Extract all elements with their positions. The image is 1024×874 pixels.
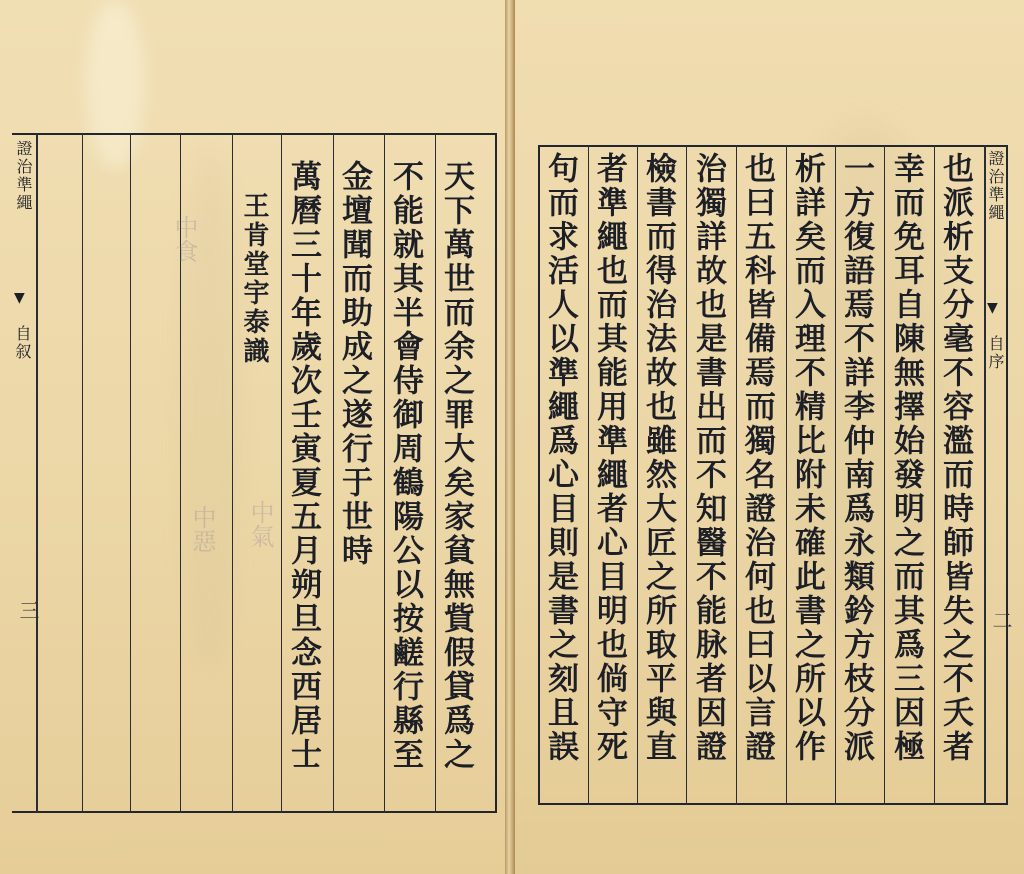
column-rule — [686, 145, 687, 805]
text-column: 天下萬世而余之罪大矣家貧無貲假貸爲之 — [438, 160, 474, 772]
column-rule — [835, 145, 836, 805]
fish-tail-mark: ▼ — [987, 300, 998, 316]
text-column: 檢書而得治法故也雖然大匠之所取平與直 — [640, 152, 676, 764]
text-column: 不能就其半會侍御周鶴陽公以按鹺行縣至 — [387, 160, 423, 772]
fold-margin-rule — [36, 133, 38, 813]
text-column: 者準繩也而其能用準繩者心目明也倘守死 — [591, 152, 627, 764]
text-column: 也曰五科皆備焉而獨名證治何也曰以言證 — [739, 152, 775, 764]
text-column: 幸而免耳自陳無擇始發明之而其爲三因極 — [888, 152, 924, 764]
bleed-through-text: 中氣 — [246, 500, 274, 548]
bleed-through-text: 中食 — [170, 215, 198, 263]
column-rule — [384, 133, 385, 813]
column-rule — [637, 145, 638, 805]
fold-section: 自叙 — [13, 325, 32, 361]
column-rule — [232, 133, 233, 813]
column-rule — [435, 133, 436, 813]
fish-tail-mark: ▼ — [14, 290, 25, 306]
book-gutter — [505, 0, 515, 874]
fold-section: 自序 — [986, 335, 1005, 371]
column-rule — [736, 145, 737, 805]
text-column: 治獨詳故也是書出而不知醫不能脉者因證 — [690, 152, 726, 764]
column-rule — [130, 133, 131, 813]
text-column: 一方復語焉不詳李仲南爲永類鈐方枝分派 — [838, 152, 874, 764]
column-rule — [786, 145, 787, 805]
fold-title: 證治準繩 — [14, 140, 33, 212]
text-column: 句而求活人以準繩爲心目則是書之刻且誤 — [542, 152, 578, 764]
column-rule — [82, 133, 83, 813]
text-column: 萬曆三十年歲次壬寅夏五月朔旦念西居士 — [285, 160, 321, 772]
text-column: 金壇聞而助成之遂行于世時 — [336, 160, 372, 568]
column-rule — [884, 145, 885, 805]
column-rule — [588, 145, 589, 805]
column-rule — [333, 133, 334, 813]
fold-title: 證治準繩 — [986, 150, 1005, 222]
bleed-through-text: 中惡 — [188, 505, 216, 553]
fold-margin-rule — [984, 145, 986, 805]
text-column: 析詳矣而入理不精比附未確此書之所以作 — [789, 152, 825, 764]
signature: 王肯堂宇泰識 — [239, 192, 269, 366]
column-rule — [934, 145, 935, 805]
text-column: 也派析支分毫不容濫而時師皆失之不夭者 — [937, 152, 973, 764]
fold-page-number: 二 — [989, 610, 1013, 630]
fold-page-number: 三 — [16, 600, 40, 620]
column-rule — [281, 133, 282, 813]
